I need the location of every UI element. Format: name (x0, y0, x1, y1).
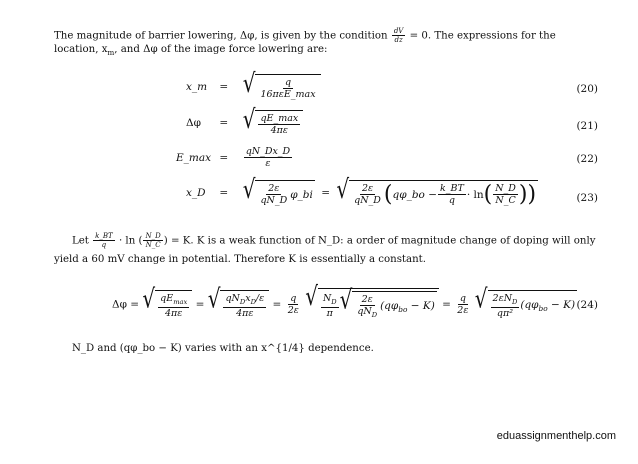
equation-24: Δφ = √ $\frac{qE_{max}}{4\pi\varepsilon}$ = √ $\frac{qN_Dx_D/\varepsilon}{4\pi\varepsilon}$ = $\frac{q}{2\varepsilon}$ √ $\frac{N_D}{\pi}$ √ $\frac{2\varepsilon}{qN_D}$ $(q\varphi_{bo} - K)$ = $\frac{q}{2\varepsilon}$ √ $\frac{2\varepsilon N_D}{\text{qπ²}}$ $(q\varphi_{bo} - K)$ (112, 280, 576, 320)
equation-number-24: (24) (576, 299, 598, 311)
equation-23: x_D = √ $\frac{2\varepsilon}{qN\_D}$ φ_bi = √ $\frac{2\varepsilon}{qN\_D}$ ( qφ_bo − $\frac{k\_BT}{q}$ · ln ( $\frac{N\_D}{N\_C}$ )) (186, 173, 537, 207)
sqrt: √ $\frac{2\varepsilon}{qN\_D}$ ( qφ_bo − $\frac{k\_BT}{q}$ · ln ( $\frac{N\_D}{N\_C}$ )) (336, 173, 537, 207)
equation-number-21: (21) (576, 120, 598, 132)
equation-22: E_max = $\frac{qN\_Dx\_D}{\varepsilon}$ (176, 146, 291, 169)
let-paragraph: Let $\frac{k\_BT}{q}$ · ln ( $\frac{N\_D}{N\_C}$ ) = K. K is a weak function of N_D: a order of magnitude change of doping will only (72, 232, 596, 249)
equation-20: x_m = √ $\frac{q}{\text{16πεE\_max}}$ (186, 74, 321, 100)
equation-number-20: (20) (576, 83, 598, 95)
equation-number-23: (23) (576, 192, 598, 204)
equation-number-22: (22) (576, 153, 598, 165)
intro-cond-rest: = 0. The expressions for the (409, 30, 556, 42)
sqrt: √ $\frac{q}{\text{16πεE\_max}}$ (243, 74, 321, 100)
sqrt: √ $\frac{qE\_\max}{4\pi\varepsilon}$ (243, 110, 304, 136)
intro-paragraph-line2: location, $x_m$, and Δφ of the image force lowering are: (54, 44, 328, 58)
intro-paragraph (54, 27, 556, 44)
final-line: N_D and (qφ_bo − K) varies with an x^{1/4} dependence. (72, 343, 374, 354)
equation-21: Δφ = √ $\frac{qE\_\max}{4\pi\varepsilon}$ (186, 110, 303, 136)
sqrt: √ $\frac{2\varepsilon}{qN\_D}$ φ_bi (242, 173, 313, 206)
intro-line1: The magnitude of barrier lowering, Δφ, is given by the condition (54, 30, 388, 42)
footer-site: eduassignmenthelp.com (496, 430, 616, 442)
let-paragraph-line2: yield a 60 mV change in potential. Therefore K is essentially a constant. (54, 254, 426, 265)
dv-dz-fraction: $\frac{dV}{dz}$ (393, 27, 404, 44)
